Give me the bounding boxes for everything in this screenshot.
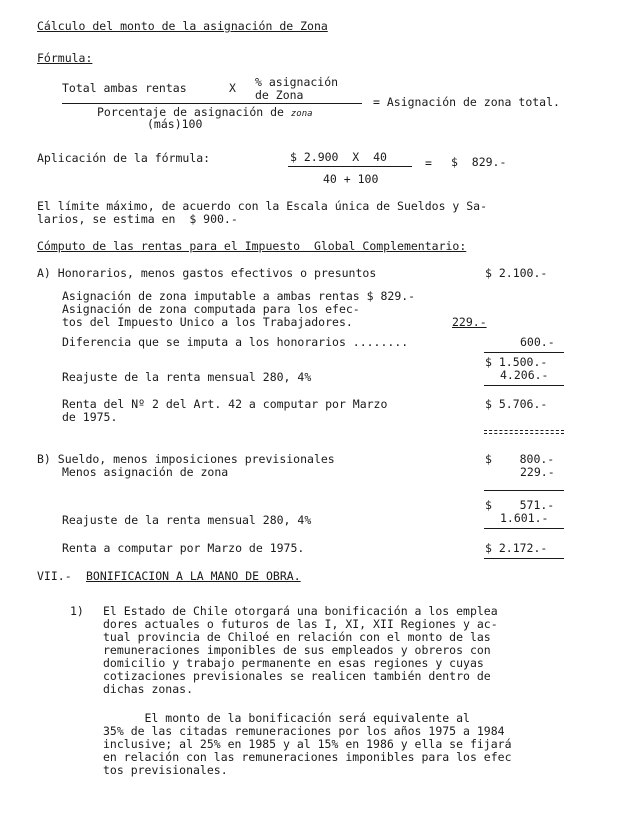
application-equals: =	[425, 156, 432, 170]
section-b-rule1	[484, 490, 564, 491]
section-a-rule2	[484, 385, 564, 386]
formula-pct-line2: de Zona	[255, 88, 304, 102]
formula-pct-line1: % asignación	[255, 75, 339, 89]
section-a-line2: Asignación de zona computada para los efec-	[62, 302, 360, 316]
paragraph2-line: inclusive; al 25% en 1985 y al 15% en 1986 y ella se fijará	[103, 737, 512, 751]
section-b-line1: Menos asignación de zona	[62, 465, 229, 479]
section-a-renta-line1: Renta del Nº 2 del Art. 42 a computar por Marzo	[62, 397, 388, 411]
paragraph2-line: 35% de las citadas remuneraciones por los años 1975 a 1984	[103, 724, 505, 738]
section-vii-title: BONIFICACION A LA MANO DE OBRA.	[86, 569, 301, 583]
section-b-subtotal: $ 571.-	[485, 498, 555, 512]
paragraph1-line: dores actuales o futuros de las I, XI, XII Regiones y ac-	[103, 617, 498, 631]
paragraph1-line: El Estado de Chile otorgará una bonificación a los emplea	[103, 604, 498, 618]
section-a-rule1	[484, 352, 564, 353]
section-a-title: A) Honorarios, menos gastos efectivos o presuntos	[37, 266, 377, 280]
application-denominator: 40 + 100	[323, 172, 379, 186]
section-a-diff: Diferencia que se imputa a los honorarios ........	[62, 335, 409, 349]
paragraph1-line: dichas zonas.	[103, 682, 194, 696]
formula-label: Fórmula:	[37, 51, 93, 65]
page-heading: Cálculo del monto de la asignación de Zona	[37, 19, 328, 33]
section-b-title-amount: $ 800.-	[485, 452, 555, 466]
section-a-double-rule	[484, 430, 564, 431]
paragraph1-number: 1)	[70, 604, 84, 618]
formula-equals-text: = Asignación de zona total.	[373, 95, 560, 109]
section-a-line3-amount: 229.-	[452, 315, 487, 329]
application-result: $ 829.-	[451, 155, 507, 169]
formula-fraction-bar	[62, 103, 362, 104]
paragraph1-line: domicilio y trabajo permanente en esas regiones y cuyas	[103, 656, 484, 670]
section-a-reajuste: Reajuste de la renta mensual 280, 4%	[62, 370, 312, 384]
section-b-rule2	[484, 528, 564, 529]
section-a-diff-amount: 600.-	[520, 335, 555, 349]
limit-line2: larios, se estima en $ 900.-	[37, 212, 238, 226]
paragraph1-line: tual provincia de Chiloé en relación con el monto de las	[103, 630, 491, 644]
section-b-reajuste: Reajuste de la renta mensual 280, 4%	[62, 513, 312, 527]
paragraph1-line: cotizaciones previsionales se realicen también dentro de	[103, 669, 491, 683]
section-b-renta: Renta a computar por Marzo de 1975.	[62, 541, 305, 555]
section-a-renta-line2: de 1975.	[62, 410, 118, 424]
section-a-reajuste-amount: 4.206.-	[500, 368, 549, 382]
section-b-title: B) Sueldo, menos imposiciones previsionales	[37, 452, 335, 466]
application-fraction-bar	[288, 166, 412, 167]
section-b-line1-amount: 229.-	[520, 465, 555, 479]
section-a-subtotal: $ 1.500.-	[485, 355, 548, 369]
paragraph2-line: en relación con las remuneraciones imponibles para los efec	[103, 750, 512, 764]
section-b-reajuste-amount: 1.601.-	[500, 511, 549, 525]
paragraph2-line: tos previsionales.	[103, 763, 228, 777]
formula-numerator-text: Total ambas rentas	[62, 81, 187, 95]
section-b-rule3	[484, 558, 564, 559]
section-a-renta-amount: $ 5.706.-	[485, 397, 548, 411]
formula-denominator: Porcentaje de asignación de zona	[97, 105, 313, 119]
section-a-title-amount: $ 2.100.-	[485, 266, 548, 280]
section-b-renta-amount: $ 2.172.-	[485, 541, 548, 555]
application-label: Aplicación de la fórmula:	[37, 151, 211, 165]
paragraph2-line: El monto de la bonificación será equivalente al	[103, 711, 470, 725]
section-a-line3: tos del Impuesto Unico a los Trabajadores.	[62, 315, 353, 329]
formula-times: X	[229, 81, 236, 95]
application-numerator: $ 2.900 X 40	[290, 150, 387, 164]
section-a-line1: Asignación de zona imputable a ambas rentas $ 829.-	[62, 289, 416, 303]
section-a-double-rule-2	[484, 433, 564, 434]
computo-title: Cómputo de las rentas para el Impuesto Global Complementario:	[37, 239, 467, 253]
paragraph1-line: remuneraciones imponibles de sus empleados y obreros con	[103, 643, 491, 657]
limit-line1: El límite máximo, de acuerdo con la Escala única de Sueldos y Sa-	[37, 199, 488, 213]
section-vii-number: VII.-	[37, 569, 72, 583]
formula-denominator-line2: (más)100	[147, 117, 203, 131]
